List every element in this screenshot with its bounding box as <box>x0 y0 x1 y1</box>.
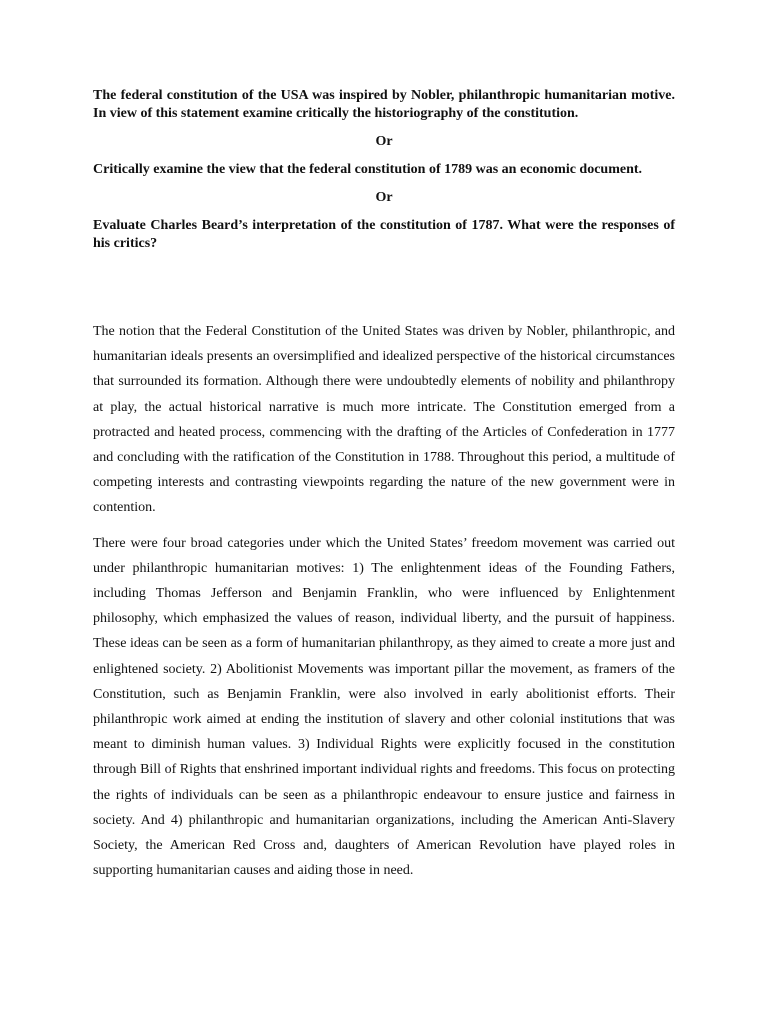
or-separator-1: Or <box>375 134 393 149</box>
or-separator-2: Or <box>375 190 393 205</box>
body-paragraph-1: The notion that the Federal Constitution of the United States was driven by Nobler, philanthropic, and humanitarian ideals presents an oversimplified and idealized perspective of the historical circumstances that surrounded its formation. Although there were undoubtedly elements of nobility and philanthropy at play, the actual historical narrative is much more intricate. The Constitution emerged from a protracted and heated process, commencing with the drafting of the Articles of Confederation in 1777 and concluding with the ratification of the Constitution in 1788. Throughout this period, a multitude of competing interests and contrasting viewpoints regarding the nature of the new government were in contention. <box>93 324 675 516</box>
question-1: The federal constitution of the USA was inspired by Nobler, philanthropic humanitarian motive. In view of this statement examine critically the historiography of the constitution. <box>93 88 675 121</box>
question-2: Critically examine the view that the federal constitution of 1789 was an economic document. <box>93 162 643 177</box>
body-paragraph-2: There were four broad categories under which the United States’ freedom movement was carried out under philanthropic humanitarian motives: 1) The enlightenment ideas of the Founding Fathers, including Thomas Jefferson and Benjamin Franklin, who were influenced by Enlightenment philosophy, which emphasized the values of reason, individual liberty, and the pursuit of happiness. These ideas can be seen as a form of humanitarian philanthropy, as they aimed to create a more just and enlightened society. 2) Abolitionist Movements was important pillar the movement, as framers of the Constitution, such as Benjamin Franklin, were also involved in early abolitionist efforts. Their philanthropic work aimed at ending the institution of slavery and other colonial institutions that was meant to diminish human values. 3) Individual Rights were explicitly focused in the constitution through Bill of Rights that enshrined important individual rights and freedoms. This focus on protecting the rights of individuals can be seen as a philanthropic endeavour to ensure justice and fairness in society. And 4) philanthropic and humanitarian organizations, including the American Anti-Slavery Society, the American Red Cross and, daughters of American Revolution have played roles in supporting humanitarian causes and aiding those in need. <box>93 535 675 879</box>
question-3: Evaluate Charles Beard’s interpretation of the constitution of 1787. What were the responses of his critics? <box>93 218 675 251</box>
